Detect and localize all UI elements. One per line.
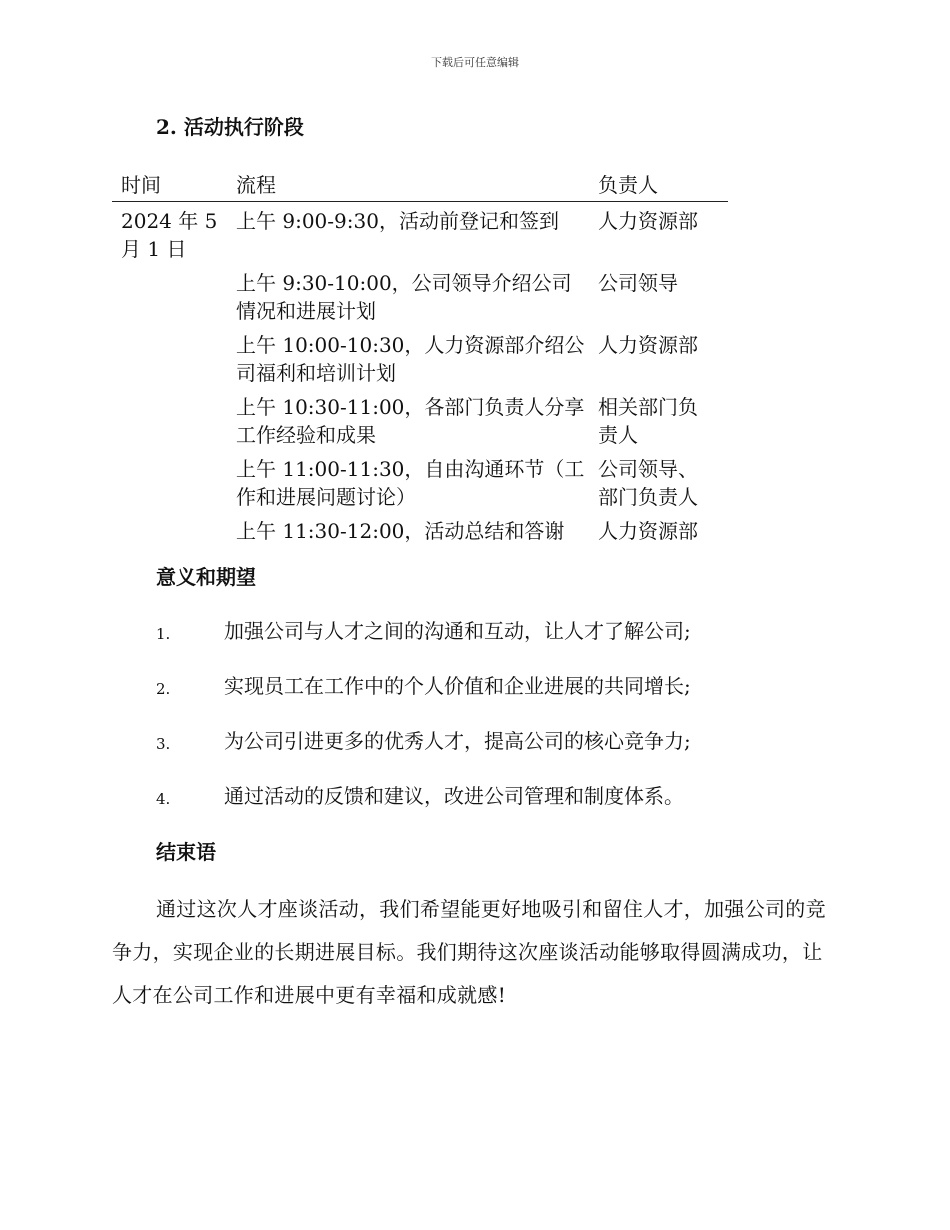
schedule-header-row xyxy=(112,170,728,202)
section-title: 2. 活动执行阶段 xyxy=(156,115,304,139)
list-item-text: 实现员工在工作中的个人价值和企业进展的共同增长; xyxy=(224,674,691,698)
schedule-owner: 相关部门负责人 xyxy=(598,395,698,447)
schedule-owner: 人力资源部 xyxy=(598,333,698,357)
list-item-number: 1. xyxy=(156,625,171,643)
list-item-number: 3. xyxy=(156,735,171,753)
header-process: 流程 xyxy=(236,173,276,197)
list-item-number: 2. xyxy=(156,680,171,698)
schedule-owner: 人力资源部 xyxy=(598,519,698,543)
list-item-number: 4. xyxy=(156,790,171,808)
closing-title: 结束语 xyxy=(156,840,216,864)
meaning-list xyxy=(156,616,856,836)
header-owner: 负责人 xyxy=(598,173,658,197)
list-item xyxy=(156,616,856,671)
schedule-date: 2024 年 5 月 1 日 xyxy=(121,209,218,261)
list-item xyxy=(156,781,856,836)
list-item-text: 加强公司与人才之间的沟通和互动，让人才了解公司; xyxy=(224,619,691,643)
schedule-process: 上午 9:30-10:00，公司领导介绍公司情况和进展计划 xyxy=(236,271,572,323)
schedule-process: 上午 10:00-10:30，人力资源部介绍公司福利和培训计划 xyxy=(236,333,585,385)
closing-paragraph: 通过这次人才座谈活动，我们希望能更好地吸引和留住人才，加强公司的竞争力，实现企业的长期进展目标。我们期待这次座谈活动能够取得圆满成功，让人才在公司工作和进展中更有幸福和成就感! xyxy=(112,897,826,1007)
header-time: 时间 xyxy=(121,173,161,197)
schedule-owner: 公司领导、部门负责人 xyxy=(598,457,698,509)
schedule-process: 上午 9:00-9:30，活动前登记和签到 xyxy=(236,209,559,233)
schedule-owner: 公司领导 xyxy=(598,271,678,295)
schedule-process: 上午 11:30-12:00，活动总结和答谢 xyxy=(236,519,565,543)
schedule-body xyxy=(112,202,728,562)
meaning-title: 意义和期望 xyxy=(156,565,256,589)
schedule-process: 上午 10:30-11:00，各部门负责人分享工作经验和成果 xyxy=(236,395,585,447)
schedule-process: 上午 11:00-11:30，自由沟通环节（工作和进展问题讨论） xyxy=(236,457,585,509)
schedule-owner: 人力资源部 xyxy=(598,209,698,233)
page-header: 下载后可任意编辑 xyxy=(431,56,519,69)
schedule-table xyxy=(112,170,728,562)
list-item xyxy=(156,671,856,726)
list-item xyxy=(156,726,856,781)
list-item-text: 通过活动的反馈和建议，改进公司管理和制度体系。 xyxy=(224,784,684,808)
list-item-text: 为公司引进更多的优秀人才，提高公司的核心竞争力; xyxy=(224,729,691,753)
